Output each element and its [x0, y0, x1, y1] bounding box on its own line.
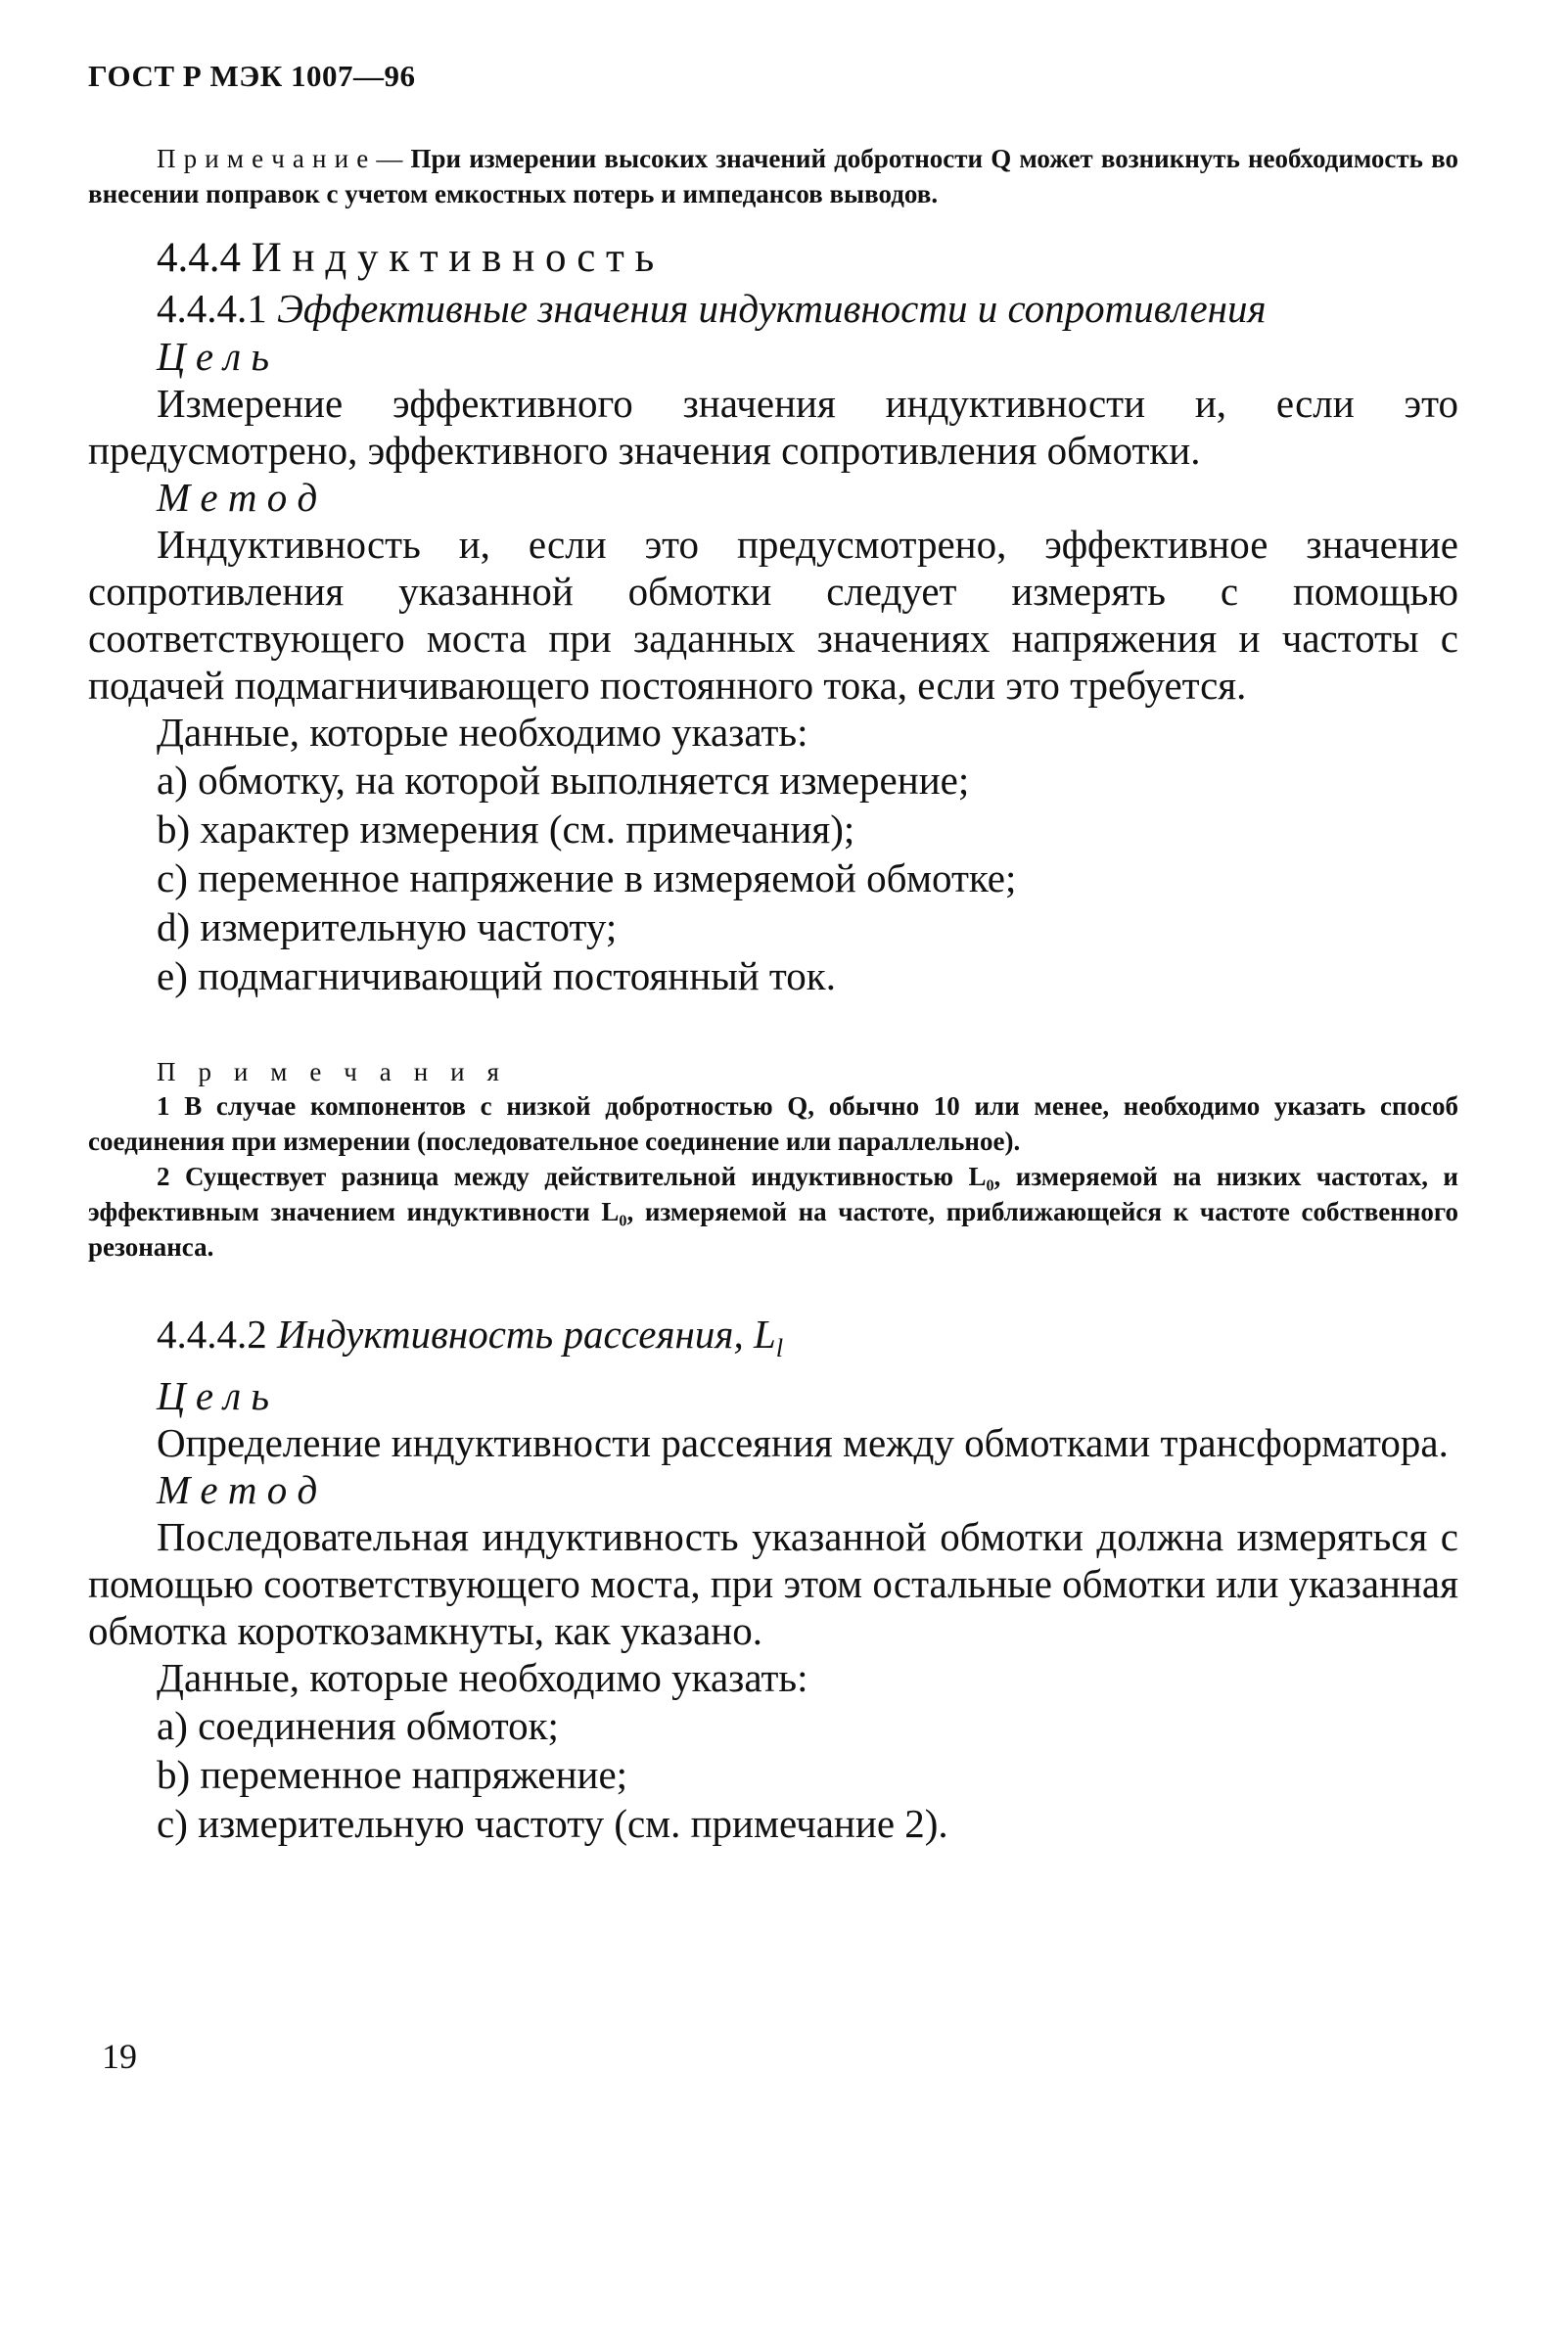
subsection-2-title: [277, 1312, 784, 1363]
list-item: c) переменное напряжение в измеряемой обмотке;: [157, 855, 1017, 900]
list-item: a) обмотку, на которой выполняется измерение;: [157, 758, 970, 803]
subsection-2-heading: [157, 1310, 1458, 1372]
subsection-2-items: [88, 1701, 1458, 1848]
top-note: [88, 141, 1458, 211]
list-item: b) характер измерения (см. примечания);: [157, 806, 855, 852]
subsection-1-items: [88, 756, 1458, 1000]
top-note-text: При измерении высоких значений добротности Q может возникнуть необходимость во внесении поправок с учетом емкостных потерь и импедансов выводов.: [88, 144, 1458, 208]
list-item: c) измерительную частоту (см. примечание 2).: [157, 1801, 948, 1847]
list-item: b) переменное напряжение;: [157, 1752, 628, 1798]
subsection-1-heading: [157, 284, 1458, 333]
section-heading: [157, 233, 1458, 284]
subsection-1-method-text: Индуктивность и, если это предусмотрено, эффективное значение сопротивления указанной обмотки следует измерять с помощью соответствующего моста при заданных значениях напряжения и частоты с подачей подмагничивающего постоянного тока, если это требуется.: [88, 522, 1458, 708]
list-item: a) соединения обмоток;: [157, 1703, 559, 1749]
subsection-2-number: 4.4.4.2: [157, 1312, 267, 1357]
subsection-1-goal-text: Измерение эффективного значения индуктивности и, если это предусмотрено, эффективного значения сопротивления обмотки.: [88, 381, 1458, 473]
subsection-2-goal-text: Определение индуктивности рассеяния между обмотками трансформатора.: [157, 1420, 1449, 1466]
document-header: ГОСТ Р МЭК 1007—96: [88, 59, 416, 93]
subsection-1-number: 4.4.4.1: [157, 286, 267, 331]
document-page: [88, 59, 1458, 1848]
subsection-2-method-text: Последовательная индуктивность указанной обмотки должна измеряться с помощью соответствующего моста, при этом остальные обмотки или указанная обмотка короткозамкнуты, как указано.: [88, 1514, 1458, 1654]
subsection-1-data-intro: Данные, которые необходимо указать:: [157, 710, 808, 755]
notes-title: П р и м е ч а н и я: [157, 1057, 508, 1086]
section-number: 4.4.4: [157, 235, 241, 281]
subsection-1-goal-label: Ц е л ь: [157, 334, 270, 379]
subsection-2-method-label: М е т о д: [157, 1467, 318, 1513]
subsection-2-title-subscript: l: [775, 1333, 784, 1363]
subsection-1-title: Эффективные значения индуктивности и сопротивления: [277, 286, 1267, 331]
section-title: И н д у к т и в н о с т ь: [251, 235, 655, 281]
subsection-2-title-text: Индуктивность рассеяния, L: [277, 1312, 776, 1357]
note-2: 2 Существует разница между действительной индуктивностью L₀, измеряемой на низких частотах, и эффективным значением индуктивности L₀, измеряемой на частоте, приближающейся к частоте собственного резонанса.: [88, 1162, 1458, 1262]
list-item: d) измерительную частоту;: [157, 904, 618, 949]
subsection-1-method-label: М е т о д: [157, 475, 318, 520]
list-item: e) подмагничивающий постоянный ток.: [157, 953, 836, 998]
subsection-2-data-intro: Данные, которые необходимо указать:: [157, 1655, 808, 1701]
page-number: 19: [102, 2037, 137, 2076]
subsection-2-goal-label: Ц е л ь: [157, 1373, 270, 1419]
note-1: 1 В случае компонентов с низкой добротностью Q, обычно 10 или менее, необходимо указать способ соединения при измерении (последовательное соединение или параллельное).: [88, 1091, 1458, 1156]
top-note-label: П р и м е ч а н и е —: [157, 144, 411, 173]
